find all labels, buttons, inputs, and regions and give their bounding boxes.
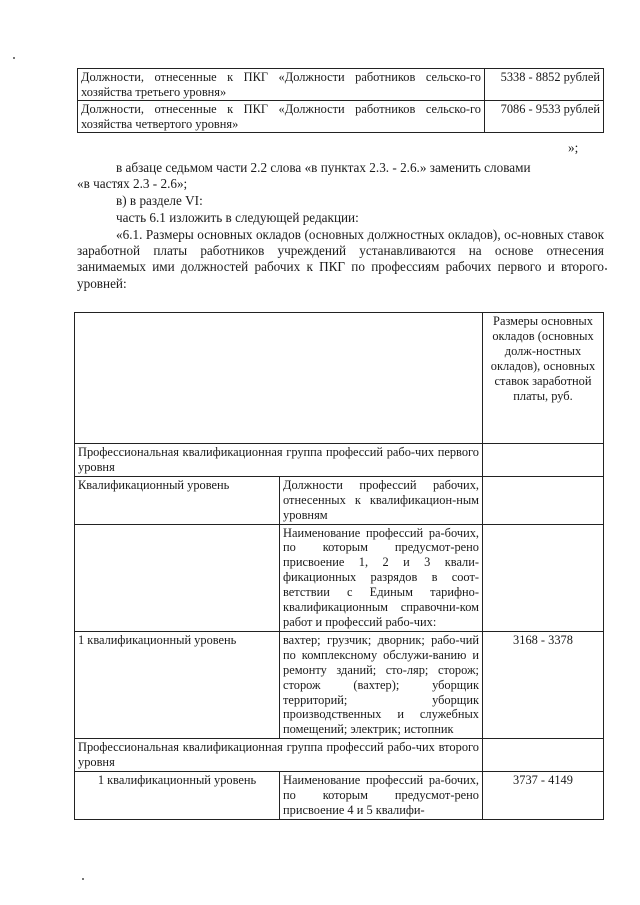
- empty-cell: [483, 444, 604, 477]
- qualification-level: 1 квалификационный уровень: [75, 772, 280, 820]
- header-empty-cell: [75, 313, 483, 444]
- empty-cell: [483, 739, 604, 772]
- positions-label: Должности профессий рабочих, отнесенных к квалификацион-ным уровням: [280, 476, 483, 524]
- paragraph-replace-words-cont: «в частях 2.3 - 2.6»;: [77, 176, 188, 191]
- assignment-note: Наименование профессий ра-бочих, по которым предусмот-рено присвоение 4 и 5 квалифи-: [280, 772, 483, 820]
- scan-speck: [13, 57, 15, 59]
- scan-speck: [605, 268, 607, 270]
- header-salary-cell: Размеры основных окладов (основных долж-ностных окладов), основных ставок заработной платы, руб.: [483, 313, 604, 444]
- scan-speck: [82, 878, 84, 880]
- table-row: [75, 444, 604, 477]
- paragraph-6-1-text: «6.1. Размеры основных окладов (основных должностных окладов), ос-новных ставок заработной платы работников учреждений устанавливаются на основе отнесения занимаемых ими должностей рабочих к ПКГ по профессиям рабочих первого и второго уровней:: [77, 227, 604, 291]
- group-heading: Профессиональная квалификационная группа профессий рабо-чих первого уровня: [75, 444, 483, 477]
- table-row: [75, 772, 604, 820]
- paragraph-section-vi: в) в разделе VI:: [116, 193, 203, 208]
- table-row: [75, 524, 604, 631]
- salary-cell: 5338 - 8852 рублей: [485, 69, 604, 101]
- salary-cell: 7086 - 9533 рублей: [485, 101, 604, 133]
- table-row: [78, 101, 604, 133]
- empty-cell: [483, 524, 604, 631]
- group-heading: Профессиональная квалификационная группа профессий рабо-чих второго уровня: [75, 739, 483, 772]
- salary-table-workers: [74, 312, 604, 820]
- table-row: [78, 69, 604, 101]
- empty-cell: [483, 476, 604, 524]
- table-row: [75, 739, 604, 772]
- table-row: [75, 476, 604, 524]
- empty-cell: [75, 524, 280, 631]
- salary-table-agriculture: [77, 68, 604, 133]
- qualification-level: 1 квалификационный уровень: [75, 631, 280, 738]
- position-cell: Должности, отнесенные к ПКГ «Должности работников сельско-го хозяйства четвертого уровня»: [78, 101, 485, 133]
- job-list: вахтер; грузчик; дворник; рабо-чий по комплексному обслужи-ванию и ремонту зданий; сто-ляр; сторож; сторож (вахтер); уборщик территорий; уборщик производственных и служебных помещений; электрик; истопник: [280, 631, 483, 738]
- table-row: [75, 313, 604, 444]
- position-cell: Должности, отнесенные к ПКГ «Должности работников сельско-го хозяйства третьего уровня»: [78, 69, 485, 101]
- closing-quote: »;: [568, 140, 579, 155]
- qualification-level-label: Квалификационный уровень: [75, 476, 280, 524]
- salary-range: 3737 - 4149: [483, 772, 604, 820]
- assignment-note: Наименование профессий ра-бочих, по которым предусмот-рено присвоение 1, 2 и 3 квали-фикационных разрядов в соот-ветствии с Единым тарифно-квалификационным справочни-ком работ и профессий рабо-чих:: [280, 524, 483, 631]
- table-row: [75, 631, 604, 738]
- salary-range: 3168 - 3378: [483, 631, 604, 738]
- paragraph-replace-words: в абзаце седьмом части 2.2 слова «в пунктах 2.3. - 2.6.» заменить словами: [116, 160, 531, 175]
- paragraph-part-6-1: часть 6.1 изложить в следующей редакции:: [116, 210, 359, 225]
